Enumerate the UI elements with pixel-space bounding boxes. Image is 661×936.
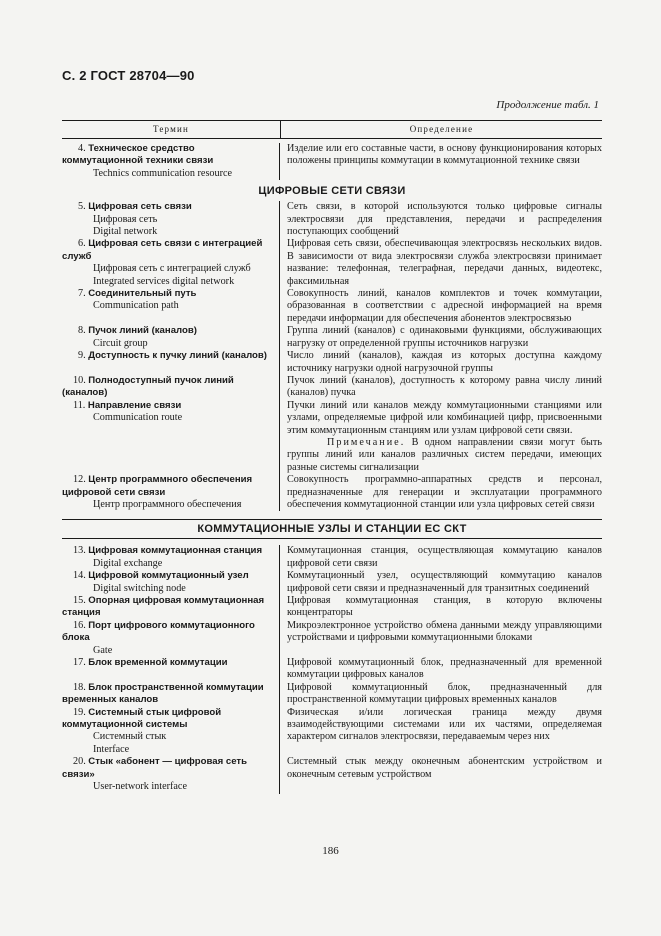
page-number: 186 xyxy=(322,845,339,857)
column-header-definition: Определение xyxy=(409,124,474,134)
definition-cell: Изделие или его составные части, в основу функционирования которых положены принципы коммутации в коммутационной технике связи xyxy=(287,143,602,167)
term-english: User-network interface xyxy=(93,781,187,793)
term-name: Соединительный путь xyxy=(88,288,197,300)
definition-cell: Совокупность программно-аппаратных средств и персонал, предназначенные для генерации и эксплуатации программного обеспечения коммутационной станции или узла цифровых сетей связи xyxy=(287,474,602,510)
term-english: Interface xyxy=(93,743,130,755)
table-row xyxy=(62,595,602,620)
note xyxy=(287,437,602,473)
note-text: В одном направлении связи могут быть группы линий или каналов различных систем передачи, имеющих разные системы сигнализации xyxy=(287,436,602,473)
term-english: Digital exchange xyxy=(93,557,163,569)
definition-cell: Сеть связи, в которой используются только цифровые сигналы электросвязи для представления, передачи и распределения поступающих сообщений xyxy=(287,201,602,238)
term-name: Системный стык цифровой коммутационной системы xyxy=(62,706,222,731)
term-name: Полнодоступный пучок линий (каналов) xyxy=(62,374,234,399)
term-synonym: Цифровая сеть с интеграцией служб xyxy=(93,263,251,275)
table-row xyxy=(62,707,602,757)
table-row xyxy=(62,238,602,288)
term-name: Цифровая коммутационная станция xyxy=(88,545,263,557)
definition-cell: Совокупность линий, каналов комплектов и точек коммутации, образованная в соответствии с адресной информацией на время передачи информации для обеспечения абонентов электросвязью xyxy=(287,288,602,324)
column-header-term: Термин xyxy=(62,121,281,138)
definition-cell: Физическая и/или логическая граница между двумя взаимодействующими системами или их частями, определяемая характером сигналов электросвязи, передаваемым через них xyxy=(287,706,602,743)
term-english: Technics communication resource xyxy=(93,167,233,179)
term-name: Цифровой коммутационный узел xyxy=(88,570,249,582)
table-row xyxy=(62,143,602,180)
table-row xyxy=(62,756,602,793)
terms-table xyxy=(62,120,602,794)
term-synonym: Центр программного обеспечения xyxy=(93,498,242,510)
table-row xyxy=(62,657,602,682)
definition-cell: Пучок линий (каналов), доступность к которому равна числу линий (каналов) пучка xyxy=(287,374,602,399)
table-row xyxy=(62,682,602,707)
definition-text: Пучки линий или каналов между коммутационными станциями или узлами, определяемые цифрой или комбинацией цифр, присвоенными этим коммутационным станциям или узлам цифровой сети связи. xyxy=(287,399,602,436)
table-row xyxy=(62,570,602,595)
definition-cell: Системный стык между оконечным абонентским устройством и оконечным сетевым устройством xyxy=(287,756,602,780)
term-cell: 15. Опорная цифровая коммутационная станция xyxy=(62,595,280,620)
term-english: Circuit group xyxy=(93,337,148,349)
term-cell: 19. Системный стык цифровой коммутационной системы Системный стык Interface xyxy=(62,707,280,757)
term-cell: 16. Порт цифрового коммутационного блока Gate xyxy=(62,620,280,657)
section-title: ЦИФРОВЫЕ СЕТИ СВЯЗИ xyxy=(258,185,406,198)
definition-cell: Цифровая коммутационная станция, в которую включены концентраторы xyxy=(287,595,602,619)
term-name: Центр программного обеспечения цифровой сети связи xyxy=(62,474,253,498)
definition-cell xyxy=(280,400,602,474)
term-name: Стык «абонент — цифровая сеть связи» xyxy=(62,756,247,780)
table-row xyxy=(62,288,602,325)
term-name: Опорная цифровая коммутационная станция xyxy=(62,595,265,619)
term-cell: 13. Цифровая коммутационная станция Digital exchange xyxy=(62,545,280,570)
term-english: Digital network xyxy=(93,226,158,238)
term-cell: 4. Техническое средство коммутационной техники связи Technics communication resource xyxy=(62,143,280,180)
term-name: Порт цифрового коммутационного блока xyxy=(62,619,255,644)
term-cell: 8. Пучок линий (каналов) Circuit group xyxy=(62,325,280,350)
term-english: Digital switching node xyxy=(93,582,186,594)
table-row xyxy=(62,400,602,474)
term-english: Communication path xyxy=(93,300,179,312)
table-row xyxy=(62,201,602,238)
term-cell: 17. Блок временной коммутации xyxy=(62,657,280,682)
term-name: Цифровая сеть связи с интеграцией служб xyxy=(62,238,263,262)
definition-cell: Группа линий (каналов) с одинаковыми функциями, обслуживающих нагрузку от определенной группы источников нагрузки xyxy=(287,325,602,349)
table-row xyxy=(62,375,602,400)
table-row xyxy=(62,474,602,511)
term-cell: 11. Направление связи Communication route xyxy=(62,400,280,474)
definition-cell: Коммутационный узел, осуществляющий коммутацию каналов цифровой сети связи и предназначенный для транзитных соединений xyxy=(287,570,602,594)
table-row xyxy=(62,325,602,350)
term-cell: 20. Стык «абонент — цифровая сеть связи» User-network interface xyxy=(62,756,280,793)
page-header: С. 2 ГОСТ 28704—90 xyxy=(62,68,195,83)
term-english: Integrated services digital network xyxy=(93,275,235,287)
definition-cell: Цифровой коммутационный блок, предназначенный для пространственной коммутации цифровых временных каналов xyxy=(287,681,602,706)
term-name: Пучок линий (каналов) xyxy=(88,325,197,337)
term-cell: 14. Цифровой коммутационный узел Digital switching node xyxy=(62,570,280,595)
table-continuation-label: Продолжение табл. 1 xyxy=(496,99,599,111)
table-row xyxy=(62,620,602,657)
term-cell: 9. Доступность к пучку линий (каналов) xyxy=(62,350,280,375)
term-synonym: Цифровая сеть xyxy=(93,213,158,225)
definition-cell: Цифровая сеть связи, обеспечивающая электросвязь нескольких видов. В зависимости от вида электросвязи служба электросвязи принимает название: телефонная, телеграфная, передачи данных, видеотекс, факсимильная xyxy=(287,238,602,287)
table-row xyxy=(62,545,602,570)
term-name: Блок пространственной коммутации временных каналов xyxy=(62,681,264,706)
term-name: Блок временной коммутации xyxy=(88,657,228,669)
term-name: Доступность к пучку линий (каналов) xyxy=(88,350,268,362)
table-header xyxy=(62,120,602,139)
term-synonym: Системный стык xyxy=(93,731,167,743)
term-name: Техническое средство коммутационной техники связи xyxy=(62,143,214,167)
table-body xyxy=(62,139,602,794)
definition-cell: Коммутационная станция, осуществляющая коммутацию каналов цифровой сети связи xyxy=(287,545,602,569)
term-cell: 5. Цифровая сеть связи Цифровая сеть Digital network xyxy=(62,201,280,238)
term-cell: 12. Центр программного обеспечения цифровой сети связи Центр программного обеспечения xyxy=(62,474,280,511)
definition-cell: Цифровой коммутационный блок, предназначенный для временной коммутации цифровых каналов xyxy=(287,657,602,681)
term-cell: 10. Полнодоступный пучок линий (каналов) xyxy=(62,375,280,400)
definition-cell: Микроэлектронное устройство обмена данными между управляющими устройствами и цифровыми коммутационными блоками xyxy=(287,619,602,644)
term-cell: 7. Соединительный путь Communication path xyxy=(62,288,280,325)
note-label: Примечание. xyxy=(327,436,406,448)
term-name: Направление связи xyxy=(87,399,182,411)
section-title: КОММУТАЦИОННЫЕ УЗЛЫ И СТАНЦИИ ЕС СКТ xyxy=(62,519,602,539)
definition-cell: Число линий (каналов), каждая из которых доступна каждому источнику нагрузки одной нагрузочной группы xyxy=(287,350,602,374)
term-name: Цифровая сеть связи xyxy=(88,201,192,213)
table-row xyxy=(62,350,602,375)
term-cell: 18. Блок пространственной коммутации временных каналов xyxy=(62,682,280,707)
term-cell: 6. Цифровая сеть связи с интеграцией служб Цифровая сеть с интеграцией служб Integrated services digital network xyxy=(62,238,280,288)
term-english: Gate xyxy=(93,644,113,656)
term-english: Communication route xyxy=(93,412,183,424)
